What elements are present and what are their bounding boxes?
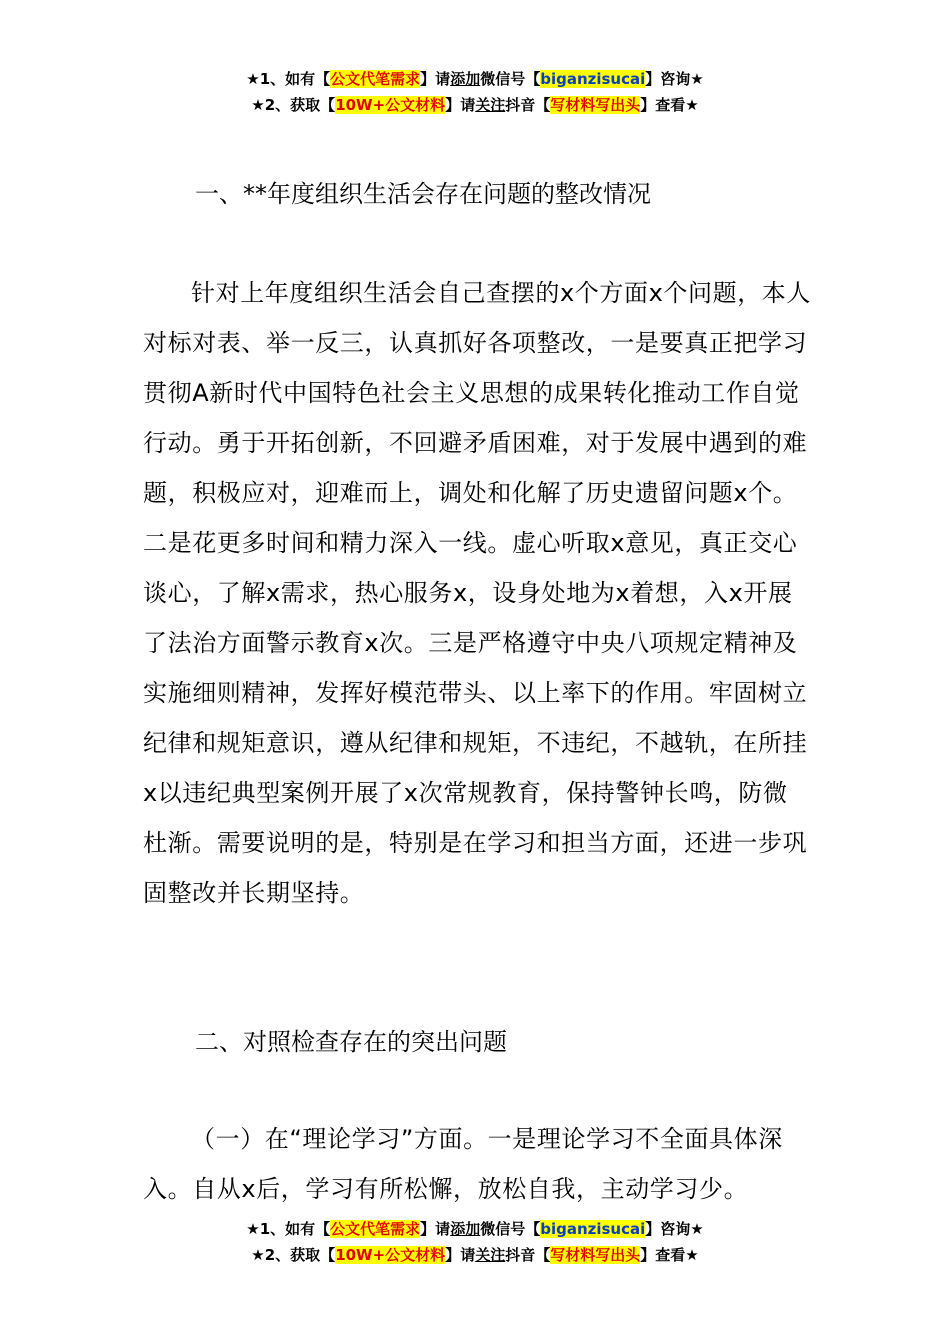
body-paragraph-2 bbox=[143, 1114, 811, 1214]
section-heading-1: 一、**年度组织生活会存在问题的整改情况 bbox=[195, 180, 651, 208]
body-paragraph-1 bbox=[143, 268, 811, 918]
banner-text: 】请 bbox=[445, 1246, 476, 1264]
banner-text: 微信号【 bbox=[480, 1220, 541, 1238]
banner-line-1 bbox=[0, 1216, 950, 1242]
banner-text: 】请 bbox=[445, 96, 476, 114]
douyin-account: 写材料写出头 bbox=[550, 96, 641, 114]
banner-text: ★2、获取【 bbox=[251, 96, 336, 114]
banner-emphasis: 关注 bbox=[475, 96, 506, 114]
banner-emphasis: 添加 bbox=[450, 1220, 481, 1238]
bottom-banner bbox=[0, 1216, 950, 1268]
banner-highlight: 10W+公文材料 bbox=[335, 1246, 446, 1264]
banner-line-2 bbox=[0, 1242, 950, 1268]
banner-text: 】咨询★ bbox=[645, 70, 704, 88]
banner-text: 抖音【 bbox=[505, 96, 551, 114]
banner-text: ★1、如有【 bbox=[246, 70, 331, 88]
banner-text: 抖音【 bbox=[505, 1246, 551, 1264]
banner-highlight: 10W+公文材料 bbox=[335, 96, 446, 114]
banner-text: ★1、如有【 bbox=[246, 1220, 331, 1238]
banner-text: 】请 bbox=[420, 70, 451, 88]
banner-text: 】查看★ bbox=[640, 1246, 699, 1264]
banner-text: ★2、获取【 bbox=[251, 1246, 336, 1264]
top-banner bbox=[0, 66, 950, 118]
banner-highlight: 公文代笔需求 bbox=[330, 70, 421, 88]
wechat-id: biganzisucai bbox=[540, 70, 646, 88]
banner-text: 】咨询★ bbox=[645, 1220, 704, 1238]
banner-line-2 bbox=[0, 92, 950, 118]
banner-text: 】查看★ bbox=[640, 96, 699, 114]
banner-line-1 bbox=[0, 66, 950, 92]
banner-highlight: 公文代笔需求 bbox=[330, 1220, 421, 1238]
paragraph-text: （一）在“理论学习”方面。一是理论学习不全面具体深入。自从x后，学习有所松懈，放松自我，主动学习少。 bbox=[143, 1125, 783, 1203]
banner-text: 】请 bbox=[420, 1220, 451, 1238]
banner-text: 微信号【 bbox=[480, 70, 541, 88]
section-heading-2: 二、对照检查存在的突出问题 bbox=[195, 1028, 507, 1056]
wechat-id: biganzisucai bbox=[540, 1220, 646, 1238]
paragraph-text: 针对上年度组织生活会自己查摆的x个方面x个问题，本人对标对表、举一反三，认真抓好各项整改，一是要真正把学习贯彻A新时代中国特色社会主义思想的成果转化推动工作自觉行动。勇于开拓创新，不回避矛盾困难，对于发展中遇到的难题，积极应对，迎难而上，调处和化解了历史遗留问题x个。二是花更多时间和精力深入一线。虚心听取x意见，真正交心谈心，了解x需求，热心服务x，设身处地为x着想，入x开展了法治方面警示教育x次。三是严格遵守中央八项规定精神及实施细则精神，发挥好模范带头、以上率下的作用。牢固树立纪律和规矩意识，遵从纪律和规矩，不违纪，不越轨，在所挂x以违纪典型案例开展了x次常规教育，保持警钟长鸣，防微杜渐。需要说明的是，特别是在学习和担当方面，还进一步巩固整改并长期坚持。 bbox=[143, 279, 812, 907]
banner-emphasis: 关注 bbox=[475, 1246, 506, 1264]
banner-emphasis: 添加 bbox=[450, 70, 481, 88]
douyin-account: 写材料写出头 bbox=[550, 1246, 641, 1264]
